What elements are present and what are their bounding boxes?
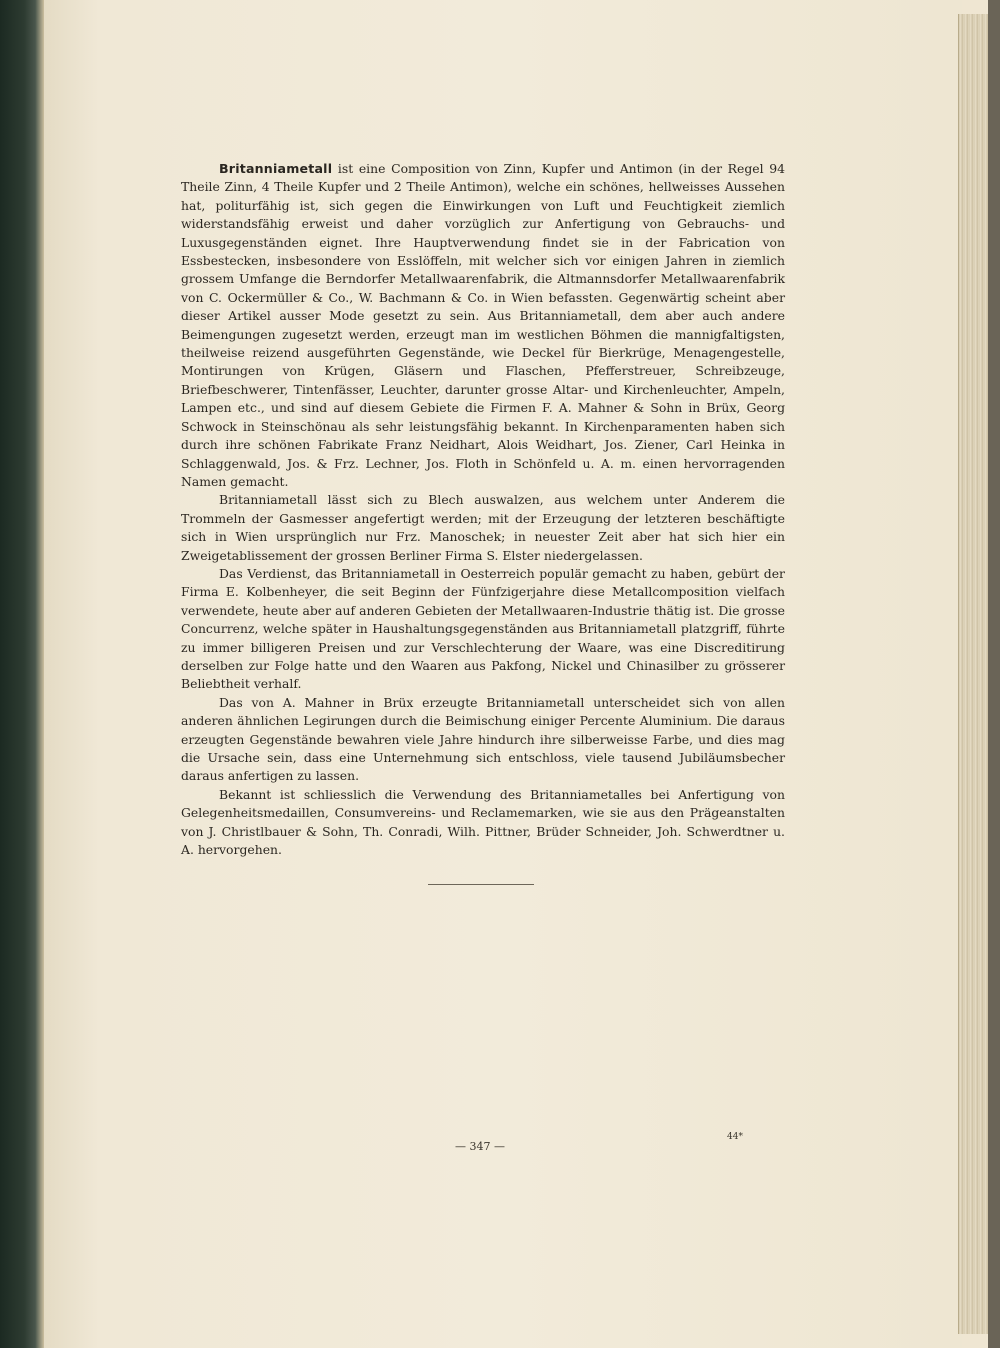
paragraph-5: Bekannt ist schliesslich die Verwendung des Britanniametalles bei Anfertigung von Gelegenheitsmedaillen, Consumvereins- und Reclamemarken, wie sie aus den Prägeanstalten von J. Christlbauer & Sohn, Th. Conradi, Wilh. Pittner, Brüder Schneider, Joh. Schwerdtner u. A. hervorgehen. [181,786,785,858]
section-end-rule [428,884,534,885]
paragraph-2: Britanniametall lässt sich zu Blech auswalzen, aus welchem unter Anderem die Trommeln der Gasmesser angefertigt werden; mit der Erzeugung der letzteren beschäftigte sich in Wien ursprünglich nur Frz. Manoschek; in neuester Zeit aber hat sich hier ein Zweigetablissement der grossen Berliner Firma S. Elster niedergelassen. [181,492,785,563]
cover-edge [988,0,1000,1348]
lead-term: Britanniametall [219,161,333,176]
paragraph-3: Das Verdienst, das Britanniametall in Oesterreich populär gemacht zu haben, gebürt der Firma E. Kolbenheyer, die seit Beginn der Fünfzigerjahre diese Metallcomposition vielfach verwendete, heute aber auf anderen Gebieten der Metallwaaren-Industrie thätig ist. Die grosse Concurrenz, welche später in Haushaltungsgegenständen aus Britanniametall platzgriff, führte zu immer billigeren Preisen und zur Verschlechterung der Waare, was eine Discreditirung derselben zur Folge hatte und den Waaren aus Pakfong, Nickel und Chinasilber zu grösserer Beliebtheit verhalf. [181,565,785,692]
paragraph-4: Das von A. Mahner in Brüx erzeugte Britanniametall unterscheidet sich von allen anderen ähnlichen Legirungen durch die Beimischung einiger Percente Aluminium. Die daraus erzeugten Gegenstände bewahren viele Jahre hindurch ihre silberweisse Farbe, und dies mag die Ursache sein, dass eine Unternehmung sich entschloss, viele tausend Jubiläumsbecher daraus anfertigen zu lassen. [181,694,785,784]
page-edges [958,14,989,1334]
signature-mark: 44* [727,1132,743,1142]
body-text [181,160,785,859]
paragraph-1-text: ist eine Composition von Zinn, Kupfer und Antimon (in der Regel 94 Theile Zinn, 4 Theile Kupfer und 2 Theile Antimon), welche ein schönes, hellweisses Aussehen hat, politurfähig ist, sich gegen die Einwirkungen von Luft und Feuchtigkeit ziemlich widerstandsfähig erweist und daher vorzüglich zur Anfertigung von Gebrauchs- und Luxusgegenständen eignet. Ihre Hauptverwendung findet sie in der Fabrication von Essbestecken, insbesondere von Esslöffeln, mit welcher sich vor einigen Jahren in ziemlich grossem Umfange die Berndorfer Metallwaarenfabrik, die Altmannsdorfer Metallwaarenfabrik von C. Ockermüller & Co., W. Bachmann & Co. in Wien befassten. Gegenwärtig scheint aber dieser Artikel ausser Mode gesetzt zu sein. Aus Britanniametall, dem aber auch andere Beimengungen zugesetzt werden, erzeugt man im westlichen Böhmen die mannigfaltigsten, theilweise reizend ausgeführten Gegenstände, wie Deckel für Bierkrüge, Menagengestelle, Montirungen von Krügen, Gläsern und Flaschen, Pfefferstreuer, Schreibzeuge, Briefbeschwerer, Tintenfässer, Leuchter, darunter grosse Altar- und Kirchenleuchter, Ampeln, Lampen etc., und sind auf diesem Gebiete die Firmen F. A. Mahner & Sohn in Brüx, Georg Schwock in Steinschönau als sehr leistungsfähig bekannt. In Kirchenparamenten haben sich durch ihre schönen Fabrikate Franz Neidhart, Alois Weidhart, Jos. Ziener, Carl Heinka in Schlaggenwald, Jos. & Frz. Lechner, Jos. Floth in Schönfeld u. A. m. einen hervorragenden Namen gemacht. [181,161,785,489]
book-spine [0,0,44,1348]
paragraph-1 [181,160,785,491]
page-number: — 347 — [455,1140,505,1153]
